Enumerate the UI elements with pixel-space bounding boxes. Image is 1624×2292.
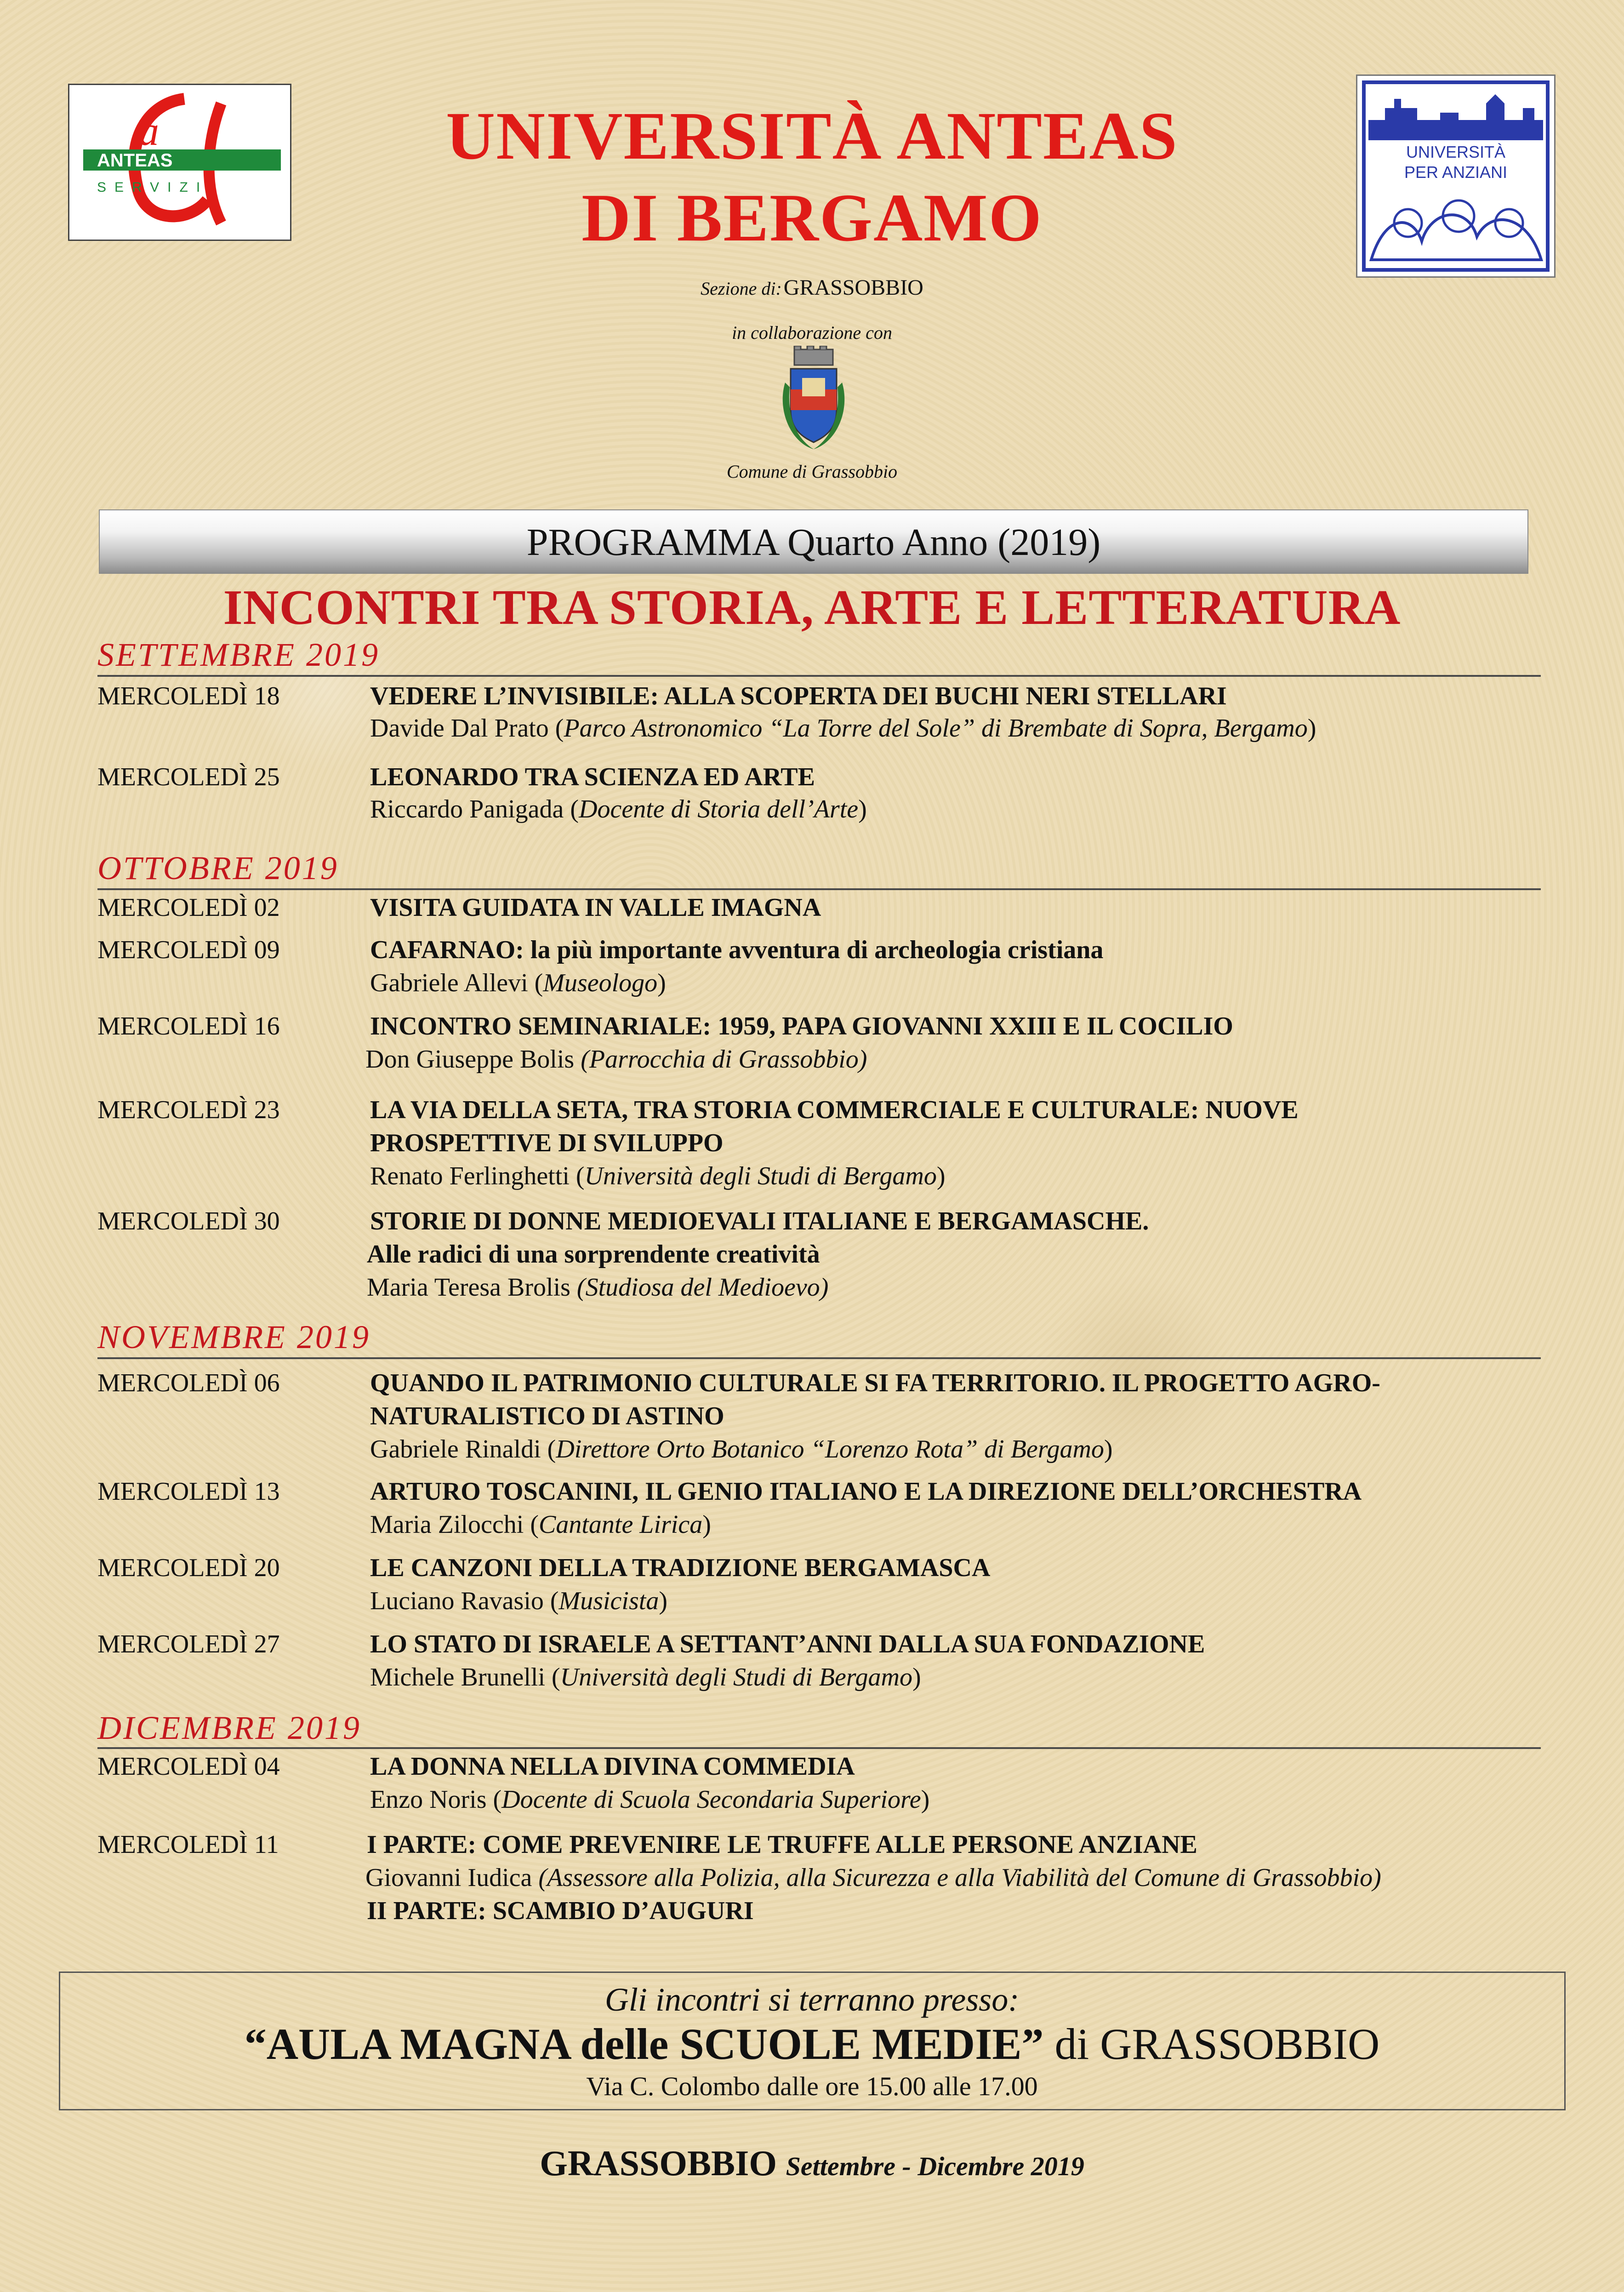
- event-date: MERCOLEDÌ 18: [97, 682, 280, 710]
- speaker-affiliation: Docente di Storia dell’Arte: [579, 795, 859, 823]
- month-heading-novembre: NOVEMBRE 2019: [97, 1319, 370, 1355]
- event-speaker: Davide Dal Prato (Parco Astronomico “La Torre del Sole” di Brembate di Sopra, Bergamo): [370, 714, 1316, 743]
- anteas-logo-letter: a: [138, 109, 159, 154]
- event-title-continued: PROSPETTIVE DI SVILUPPO: [370, 1129, 724, 1157]
- speaker-affiliation-text: Parrocchia di Grassobbio: [589, 1045, 859, 1074]
- section-line: [0, 275, 1624, 300]
- event-speaker: Gabriele Allevi (Museologo): [370, 969, 666, 997]
- speaker-name: Michele Brunelli: [370, 1663, 546, 1692]
- event-title: VISITA GUIDATA IN VALLE IMAGNA: [370, 893, 821, 922]
- comune-caption: Comune di Grassobbio: [726, 461, 898, 482]
- month-divider: [97, 1747, 1541, 1749]
- event-speaker: [365, 1865, 1381, 1891]
- speaker-affiliation: Musicista: [558, 1587, 659, 1615]
- section-prefix: Sezione di:: [701, 278, 782, 299]
- event-date: MERCOLEDÌ 04: [97, 1752, 280, 1781]
- speaker-affiliation-text: Studiosa del Medioevo: [585, 1273, 820, 1302]
- event-title-continued: NATURALISTICO DI ASTINO: [370, 1402, 724, 1430]
- speaker-name: Gabriele Allevi: [370, 969, 528, 997]
- speaker-affiliation: (Assessore alla Polizia, alla Sicurezza e alla Viabilità del Comune di Grassobbio): [538, 1863, 1381, 1892]
- speaker-name: Riccardo Panigada: [370, 795, 564, 823]
- speaker-name: Don Giuseppe Bolis: [365, 1045, 575, 1074]
- speaker-affiliation: (Parrocchia di Grassobbio): [581, 1045, 867, 1074]
- event-speaker: Luciano Ravasio (Musicista): [370, 1587, 667, 1615]
- event-title-continued: Alle radici di una sorprendente creatività: [367, 1240, 820, 1269]
- speaker-name: Luciano Ravasio: [370, 1587, 544, 1615]
- event-title: LA VIA DELLA SETA, TRA STORIA COMMERCIALE E CULTURALE: NUOVE: [370, 1096, 1299, 1124]
- venue-address: Via C. Colombo dalle ore 15.00 alle 17.00: [586, 2071, 1038, 2101]
- anteas-logo-word: ANTEAS: [97, 150, 173, 171]
- event-speaker: Maria Zilocchi (Cantante Lirica): [370, 1510, 711, 1539]
- speaker-affiliation: Università degli Studi di Bergamo: [584, 1162, 937, 1190]
- title-line-2: DI BERGAMO: [581, 180, 1043, 256]
- program-banner: PROGRAMMA Quarto Anno (2019): [99, 509, 1528, 574]
- speaker-affiliation-text: Assessore alla Polizia, alla Sicurezza e alla Viabilità del Comune di Grassobbio: [547, 1863, 1373, 1892]
- speaker-affiliation: (Studiosa del Medioevo): [576, 1273, 829, 1302]
- event-date: MERCOLEDÌ 27: [97, 1630, 280, 1658]
- footer-city: GRASSOBBIO: [540, 2143, 777, 2183]
- month-heading-dicembre: DICEMBRE 2019: [97, 1709, 361, 1746]
- speaker-name: Renato Ferlinghetti: [370, 1162, 570, 1190]
- speaker-affiliation: Museologo: [543, 969, 658, 997]
- anteas-logo-sub: SERVIZI: [97, 180, 209, 195]
- venue-name-bold: “AULA MAGNA delle SCUOLE MEDIE”: [244, 2019, 1044, 2069]
- event-speaker: Riccardo Panigada (Docente di Storia dell’Arte): [370, 795, 867, 823]
- event-title: LE CANZONI DELLA TRADIZIONE BERGAMASCA: [370, 1554, 991, 1582]
- event-speaker: Enzo Noris (Docente di Scuola Secondaria Superiore): [370, 1785, 930, 1814]
- speaker-affiliation: Cantante Lirica: [538, 1510, 703, 1539]
- speaker-affiliation: Direttore Orto Botanico “Lorenzo Rota” di Bergamo: [556, 1435, 1104, 1463]
- event-date: MERCOLEDÌ 06: [97, 1369, 280, 1397]
- event-date: MERCOLEDÌ 30: [97, 1207, 280, 1235]
- title-line-1: UNIVERSITÀ ANTEAS: [446, 98, 1178, 174]
- venue-name: [0, 2018, 1624, 2069]
- month-heading-ottobre: OTTOBRE 2019: [97, 850, 339, 886]
- event-title: VEDERE L’INVISIBILE: ALLA SCOPERTA DEI BUCHI NERI STELLARI: [370, 682, 1227, 710]
- event-speaker: [365, 1046, 867, 1072]
- footer: [0, 2143, 1624, 2184]
- event-date: MERCOLEDÌ 20: [97, 1554, 280, 1582]
- event-date: MERCOLEDÌ 13: [97, 1477, 280, 1506]
- speaker-name: Giovanni Iudica: [365, 1863, 532, 1892]
- event-title: ARTURO TOSCANINI, IL GENIO ITALIANO E LA DIREZIONE DELL’ORCHESTRA: [370, 1477, 1362, 1506]
- event-date: MERCOLEDÌ 11: [97, 1830, 279, 1859]
- event-title: LEONARDO TRA SCIENZA ED ARTE: [370, 763, 815, 791]
- universita-logo-line2: PER ANZIANI: [1404, 163, 1508, 182]
- event-speaker: [367, 1275, 828, 1300]
- event-title: QUANDO IL PATRIMONIO CULTURALE SI FA TERRITORIO. IL PROGETTO AGRO-: [370, 1369, 1380, 1397]
- speaker-name: Enzo Noris: [370, 1785, 487, 1814]
- event-speaker: Michele Brunelli (Università degli Studi di Bergamo): [370, 1663, 921, 1692]
- event-date: MERCOLEDÌ 02: [97, 893, 280, 922]
- event-title: CAFARNAO: la più importante avventura di archeologia cristiana: [370, 936, 1104, 964]
- venue-intro: Gli incontri si terranno presso:: [604, 1981, 1020, 2018]
- event-title: I PARTE: COME PREVENIRE LE TRUFFE ALLE PERSONE ANZIANE: [367, 1830, 1197, 1859]
- month-divider: [97, 675, 1541, 677]
- month-divider: [97, 888, 1541, 890]
- event-title: INCONTRO SEMINARIALE: 1959, PAPA GIOVANNI XXIII E IL COCILIO: [370, 1012, 1233, 1040]
- speaker-name: Davide Dal Prato: [370, 714, 549, 743]
- universita-logo-line1: UNIVERSITÀ: [1406, 143, 1506, 161]
- main-heading: INCONTRI TRA STORIA, ARTE E LETTERATURA: [223, 580, 1401, 635]
- speaker-name: Gabriele Rinaldi: [370, 1435, 541, 1463]
- event-title: LO STATO DI ISRAELE A SETTANT’ANNI DALLA SUA FONDAZIONE: [370, 1630, 1205, 1658]
- event-title-part-2: II PARTE: SCAMBIO D’AUGURI: [367, 1897, 754, 1925]
- event-date: MERCOLEDÌ 09: [97, 936, 280, 964]
- event-speaker: Renato Ferlinghetti (Università degli Studi di Bergamo): [370, 1162, 946, 1190]
- event-title: LA DONNA NELLA DIVINA COMMEDIA: [370, 1752, 855, 1781]
- speaker-affiliation: Università degli Studi di Bergamo: [560, 1663, 912, 1692]
- speaker-name: Maria Teresa Brolis: [367, 1273, 570, 1302]
- event-date: MERCOLEDÌ 23: [97, 1096, 280, 1124]
- event-title: STORIE DI DONNE MEDIOEVALI ITALIANE E BERGAMASCHE.: [370, 1207, 1149, 1235]
- footer-dates: Settembre - Dicembre 2019: [786, 2151, 1084, 2181]
- section-name: GRASSOBBIO: [783, 275, 923, 300]
- month-heading-settembre: SETTEMBRE 2019: [97, 636, 380, 673]
- crest-graphic: [777, 346, 850, 456]
- speaker-name: Maria Zilocchi: [370, 1510, 524, 1539]
- event-speaker: Gabriele Rinaldi (Direttore Orto Botanico “Lorenzo Rota” di Bergamo): [370, 1435, 1113, 1463]
- month-divider: [97, 1357, 1541, 1359]
- speaker-affiliation: Parco Astronomico “La Torre del Sole” di Brembate di Sopra, Bergamo: [564, 714, 1308, 743]
- speaker-affiliation: Docente di Scuola Secondaria Superiore: [501, 1785, 921, 1814]
- collaboration-text: in collaborazione con: [732, 322, 892, 343]
- venue-name-rest: di GRASSOBBIO: [1054, 2019, 1380, 2069]
- event-date: MERCOLEDÌ 25: [97, 763, 280, 791]
- event-date: MERCOLEDÌ 16: [97, 1012, 280, 1040]
- comune-crest-emblem: [777, 346, 850, 456]
